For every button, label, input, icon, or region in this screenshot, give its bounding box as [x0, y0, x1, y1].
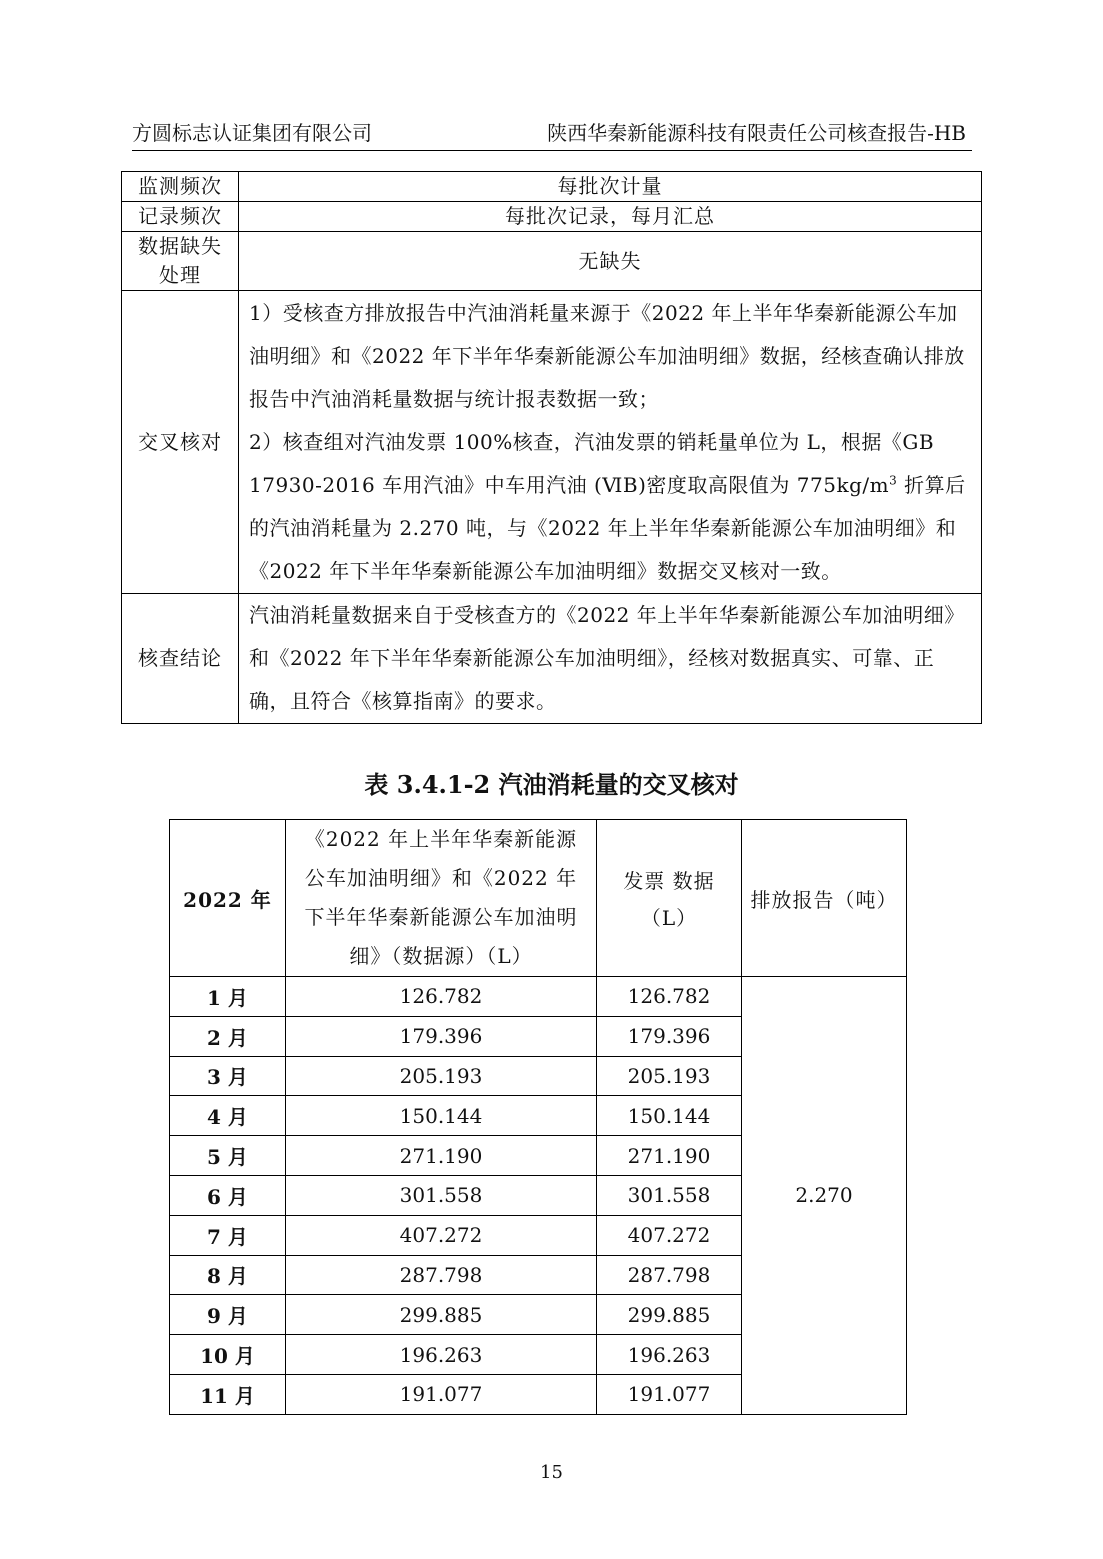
density-unit-exponent: 3 [889, 472, 898, 487]
month-cell: 6 月 [170, 1175, 286, 1215]
invoice-value-cell: 179.396 [597, 1016, 742, 1056]
record-freq-label: 记录频次 [122, 202, 239, 232]
source-value-cell: 301.558 [286, 1175, 597, 1215]
source-value-cell: 191.077 [286, 1374, 597, 1414]
header-report: 排放报告（吨） [742, 820, 907, 977]
month-cell: 1 月 [170, 977, 286, 1017]
cross-check-p2-text-end: 折算后的汽油消耗量为 2.270 吨，与《2022 年上半年华秦新能源公车加油明细》和《2022 年下半年华秦新能源公车加油明细》数据交叉核对一致。 [249, 472, 966, 583]
invoice-value-cell: 287.798 [597, 1255, 742, 1295]
table-body [170, 977, 907, 1415]
table-row [170, 977, 907, 1017]
source-value-cell: 287.798 [286, 1255, 597, 1295]
header-report-title: 陕西华秦新能源科技有限责任公司核查报告-HB [547, 121, 966, 145]
conclusion-value: 汽油消耗量数据来自于受核查方的《2022 年上半年华秦新能源公车加油明细》和《2022 年下半年华秦新能源公车加油明细》，经核对数据真实、可靠、正确，且符合《核算指南》的要求。 [239, 594, 982, 724]
month-cell: 5 月 [170, 1136, 286, 1176]
table-title: 表 3.4.1-2 汽油消耗量的交叉核对 [364, 770, 739, 799]
header-invoice-line1: 发票 数据 [623, 869, 715, 893]
report-value-cell: 2.270 [742, 977, 907, 1415]
header-invoice-line2: （L） [640, 906, 698, 930]
cross-check-paragraph-1: 1）受核查方排放报告中汽油消耗量来源于《2022 年上半年华秦新能源公车加油明细》和《2022 年下半年华秦新能源公车加油明细》数据，经核查确认排放报告中汽油消耗量数据与统计报表数据一致； [249, 300, 965, 411]
invoice-value-cell: 150.144 [597, 1096, 742, 1136]
month-cell: 7 月 [170, 1215, 286, 1255]
missing-data-label-line1: 数据缺失 [138, 234, 222, 258]
cross-check-paragraph-2 [249, 421, 973, 593]
source-value-cell: 196.263 [286, 1335, 597, 1375]
missing-data-value: 无缺失 [239, 232, 982, 291]
conclusion-label: 核查结论 [122, 594, 239, 724]
source-value-cell: 126.782 [286, 977, 597, 1017]
month-cell: 4 月 [170, 1096, 286, 1136]
invoice-value-cell: 205.193 [597, 1056, 742, 1096]
header-company: 方圆标志认证集团有限公司 [132, 121, 372, 145]
monitor-freq-value: 每批次计量 [239, 172, 982, 202]
month-cell: 9 月 [170, 1295, 286, 1335]
header-year: 2022 年 [170, 820, 286, 977]
month-cell: 3 月 [170, 1056, 286, 1096]
monitoring-info-table [121, 171, 982, 724]
month-cell: 8 月 [170, 1255, 286, 1295]
header-source: 《2022 年上半年华秦新能源公车加油明细》和《2022 年下半年华秦新能源公车加油明细》（数据源）（L） [286, 820, 597, 977]
invoice-value-cell: 407.272 [597, 1215, 742, 1255]
source-value-cell: 150.144 [286, 1096, 597, 1136]
missing-data-label-line2: 处理 [159, 263, 201, 287]
month-cell: 2 月 [170, 1016, 286, 1056]
invoice-value-cell: 299.885 [597, 1295, 742, 1335]
source-value-cell: 179.396 [286, 1016, 597, 1056]
invoice-value-cell: 271.190 [597, 1136, 742, 1176]
cross-check-content [239, 291, 982, 594]
header-invoice [597, 820, 742, 977]
source-value-cell: 205.193 [286, 1056, 597, 1096]
page-number: 15 [540, 1462, 563, 1483]
record-freq-value: 每批次记录，每月汇总 [239, 202, 982, 232]
monitor-freq-label: 监测频次 [122, 172, 239, 202]
source-value-cell: 299.885 [286, 1295, 597, 1335]
source-value-cell: 407.272 [286, 1215, 597, 1255]
missing-data-label [122, 232, 239, 291]
invoice-value-cell: 126.782 [597, 977, 742, 1017]
invoice-value-cell: 196.263 [597, 1335, 742, 1375]
page-header [132, 118, 972, 151]
cross-check-p2-text: 2）核查组对汽油发票 100%核查，汽油发票的销耗量单位为 L，根据《GB 17930-2016 车用汽油》中车用汽油 (ⅥB)密度取高限值为 775kg/m [249, 429, 935, 497]
cross-check-label: 交叉核对 [122, 291, 239, 594]
invoice-value-cell: 301.558 [597, 1175, 742, 1215]
gasoline-cross-check-table [169, 819, 907, 1415]
month-cell: 11 月 [170, 1374, 286, 1414]
invoice-value-cell: 191.077 [597, 1374, 742, 1414]
source-value-cell: 271.190 [286, 1136, 597, 1176]
month-cell: 10 月 [170, 1335, 286, 1375]
